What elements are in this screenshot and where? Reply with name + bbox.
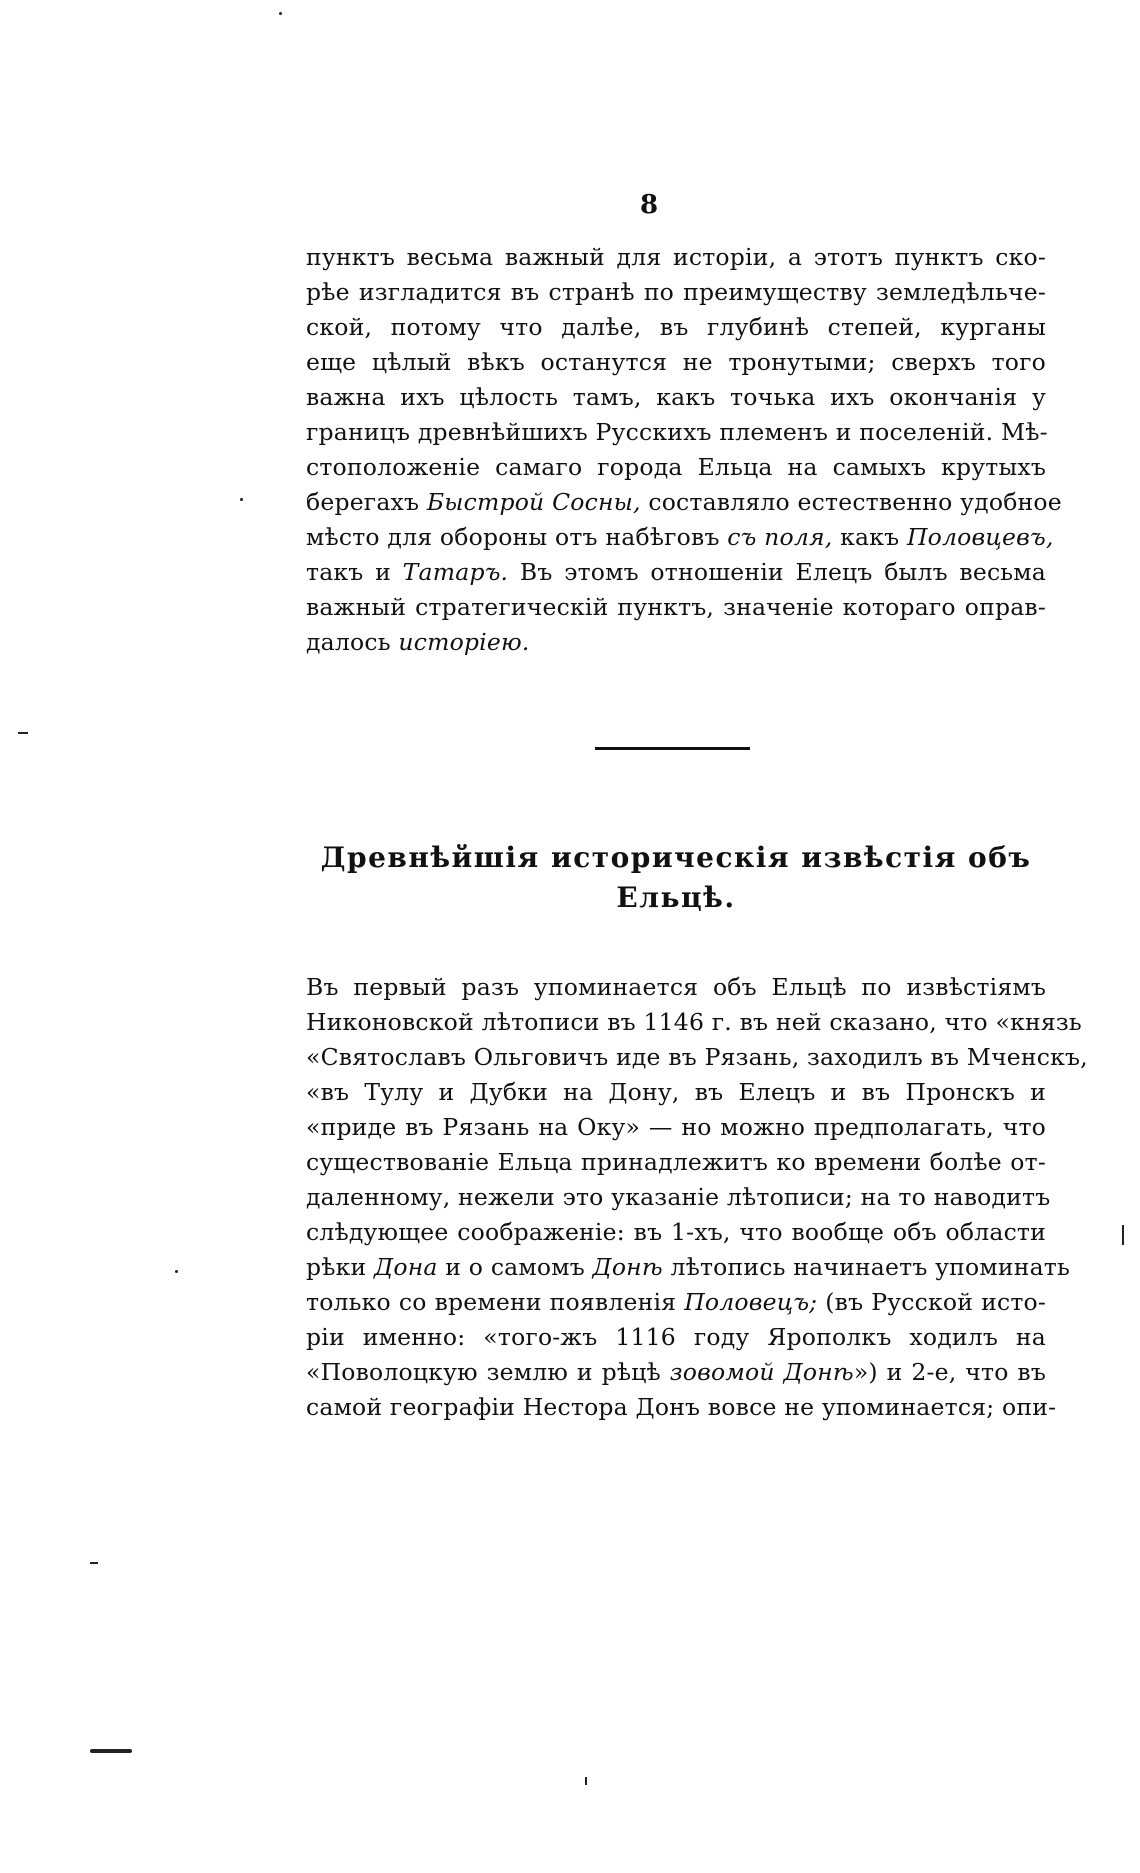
text-line xyxy=(306,275,1046,310)
text-line xyxy=(306,1215,1046,1250)
text-line xyxy=(306,345,1046,380)
text-run: мѣсто для обороны отъ набѣговъ xyxy=(306,523,728,551)
italic-word: исторіею. xyxy=(398,628,530,656)
text-run: «приде въ Рязань на Оку» — но можно предполагать, что xyxy=(306,1113,1046,1141)
text-line xyxy=(306,1250,1070,1285)
italic-river-name: Дона xyxy=(374,1253,438,1281)
text-line xyxy=(306,1285,1046,1320)
text-line xyxy=(306,1145,1046,1180)
text-run: Никоновской лѣтописи въ 1146 г. въ ней сказано, что «князь xyxy=(306,1008,1082,1036)
text-line xyxy=(306,1180,1051,1215)
scan-speck xyxy=(90,1749,132,1753)
text-run: и о самомъ xyxy=(437,1253,593,1281)
italic-river-name: зовомой Донѣ xyxy=(669,1358,854,1386)
text-line xyxy=(306,485,1062,520)
text-line xyxy=(306,970,1046,1005)
text-line xyxy=(306,310,1046,345)
text-run: важный стратегическій пунктъ, значеніе котораго оправ- xyxy=(306,593,1046,621)
text-line xyxy=(306,1075,1046,1110)
text-run: Въ этомъ отношеніи Елецъ былъ весьма xyxy=(508,558,1046,586)
text-run: даленному, нежели это указаніе лѣтописи; на то наводитъ xyxy=(306,1183,1051,1211)
scan-speck xyxy=(240,498,243,501)
text-line xyxy=(306,625,1046,660)
text-line xyxy=(306,380,1046,415)
text-run: только со времени появленія xyxy=(306,1288,685,1316)
text-line xyxy=(306,1390,1057,1425)
text-line xyxy=(306,1005,1082,1040)
text-run: стоположеніе самаго города Ельца на самыхъ крутыхъ xyxy=(306,453,1046,481)
text-run: важна ихъ цѣлость тамъ, какъ точька ихъ окончанія у xyxy=(306,383,1046,411)
italic-river-name: Донѣ xyxy=(592,1253,663,1281)
text-run: ріи именно: «того-жъ 1116 году Ярополкъ ходилъ на xyxy=(306,1323,1046,1351)
italic-people-name: Половецъ; xyxy=(684,1288,818,1316)
text-line xyxy=(306,415,1046,450)
paragraph-1 xyxy=(306,240,1062,660)
text-run: «Святославъ Ольговичъ иде въ Рязань, заходилъ въ Мченскъ, xyxy=(306,1043,1088,1071)
text-run: самой географіи Нестора Донъ вовсе не упоминается; опи- xyxy=(306,1393,1057,1421)
text-run: какъ xyxy=(832,523,907,551)
scan-speck xyxy=(18,732,28,734)
italic-people-name: Половцевъ, xyxy=(906,523,1054,551)
text-line xyxy=(306,1320,1046,1355)
text-run: пунктъ весьма важный для исторіи, а этотъ пунктъ ско- xyxy=(306,243,1046,271)
text-line xyxy=(306,450,1046,485)
text-line xyxy=(306,1110,1046,1145)
text-line xyxy=(306,590,1046,625)
section-divider xyxy=(595,747,750,750)
text-line xyxy=(306,1040,1088,1075)
text-line xyxy=(306,240,1046,275)
heading-line-2: Ельцѣ. xyxy=(616,881,736,914)
text-line xyxy=(306,520,1054,555)
scan-speck xyxy=(585,1777,587,1785)
text-run: Въ первый разъ упоминается объ Ельцѣ по извѣстіямъ xyxy=(306,973,1046,1001)
paragraph-2 xyxy=(306,970,1088,1425)
italic-people-name: Татаръ. xyxy=(402,558,509,586)
text-run: «въ Тулу и Дубки на Дону, въ Елецъ и въ Пронскъ и xyxy=(306,1078,1046,1106)
text-run: рѣе изгладится въ странѣ по преимуществу земледѣльче- xyxy=(306,278,1046,306)
text-run: лѣтопись начинаетъ упоминать xyxy=(662,1253,1070,1281)
text-run: составляло естественно удобное xyxy=(640,488,1062,516)
text-run: далось xyxy=(306,628,399,656)
scan-speck xyxy=(175,1270,178,1273)
italic-phrase: съ поля, xyxy=(727,523,833,551)
text-run: такъ и xyxy=(306,558,403,586)
italic-place-name: Быстрой Сосны, xyxy=(426,488,641,516)
heading-line-1: Древнѣйшія историческія извѣстія объ xyxy=(320,841,1032,874)
text-run: слѣдующее соображеніе: въ 1-хъ, что вообще объ области xyxy=(306,1218,1046,1246)
section-heading xyxy=(306,838,1046,918)
scan-speck xyxy=(1122,1225,1124,1245)
text-run: ») и 2-е, что въ xyxy=(853,1358,1046,1386)
text-run: еще цѣлый вѣкъ останутся не тронутыми; сверхъ того xyxy=(306,348,1046,376)
text-run: берегахъ xyxy=(306,488,427,516)
text-run: ской, потому что далѣе, въ глубинѣ степей, курганы xyxy=(306,313,1046,341)
text-run: «Поволоцкую землю и рѣцѣ xyxy=(306,1358,670,1386)
text-line xyxy=(306,1355,1046,1390)
scan-speck xyxy=(279,12,282,15)
text-line xyxy=(306,555,1046,590)
text-run: существованіе Ельца принадлежитъ ко времени болѣе от- xyxy=(306,1148,1046,1176)
scan-speck xyxy=(90,1562,98,1564)
text-run: рѣки xyxy=(306,1253,375,1281)
page-number: 8 xyxy=(640,190,659,220)
text-run: (въ Русской исто- xyxy=(817,1288,1047,1316)
text-run: границъ древнѣйшихъ Русскихъ племенъ и поселеній. Мѣ- xyxy=(306,418,1048,446)
